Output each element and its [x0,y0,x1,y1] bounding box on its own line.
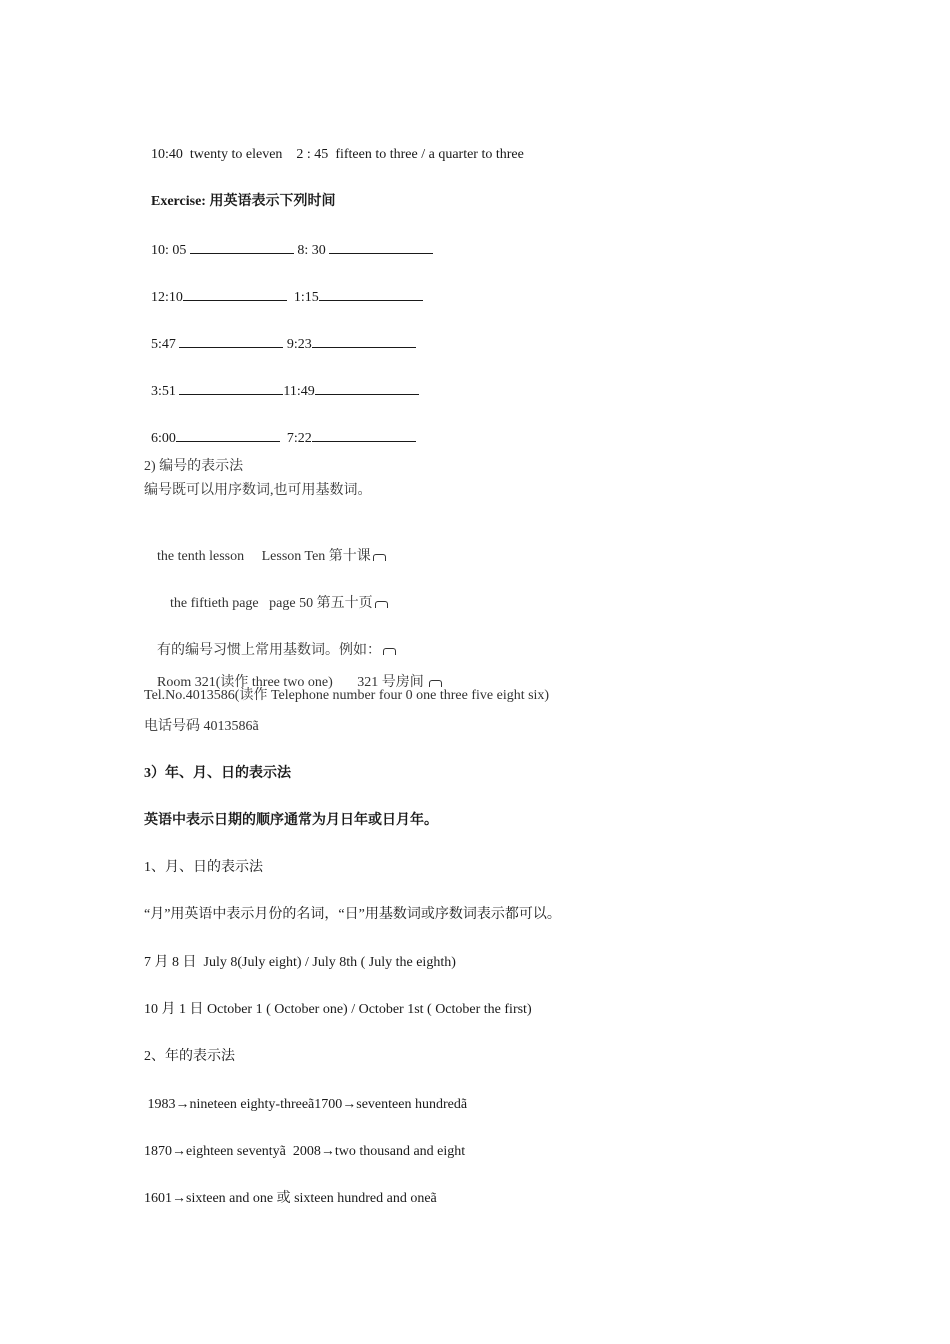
paragraph-mark-icon [429,680,442,687]
paragraph-mark-icon [373,554,386,561]
ordinal-form: the fiftieth page [170,596,259,611]
exercise-time: 9:23 [286,337,312,352]
numbering-example-page [163,577,388,613]
exercise-time: 7:22 [286,431,312,446]
year-heading: 2、年的表示法 [144,1049,235,1064]
answer-blank[interactable] [179,334,283,348]
exercise-time: 10: 05 [151,243,187,258]
exercise-row [144,222,433,260]
exercise-row [144,316,416,354]
answer-blank[interactable] [190,240,294,254]
month-day-example: 10 月 1 日 October 1 ( October one) / October 1st ( October the first) [144,1002,532,1017]
time-example-line [144,128,524,164]
numbering-intro: 编号既可以用序数词,也可用基数词。 [144,483,372,498]
month-day-note: “月”用英语中表示月份的名词，“日”用基数词或序数词表示都可以。 [144,907,561,922]
month-day-heading: 1、月、日的表示法 [144,860,263,875]
time-a-words: twenty to eleven [189,147,283,162]
year-example: 1601→sixteen and one 或 sixteen hundred and oneã [144,1191,437,1206]
ordinal-form: the tenth lesson [157,549,245,564]
time-b-words: fifteen to three / a quarter to three [335,147,524,162]
exercise-row [144,363,419,401]
exercise-time: 3:51 [151,384,176,399]
numbering-heading: 2) 编号的表示法 [144,459,244,474]
numbering-tel-chinese: 电话号码 4013586ã [144,719,259,734]
dates-order-note: 英语中表示日期的顺序通常为月日年或日月年。 [144,813,438,828]
answer-blank[interactable] [179,381,283,395]
exercise-time: 11:49 [283,384,315,399]
exercise-row [144,410,416,448]
year-example: 1870→eighteen seventyã 2008→two thousand and eight [144,1144,466,1159]
exercise-label: Exercise: [151,194,206,209]
room-english: Room 321(读作 three two one) [157,675,333,690]
answer-blank[interactable] [312,334,416,348]
answer-blank[interactable] [315,381,419,395]
exercise-time: 8: 30 [297,243,326,258]
exercise-row [144,269,423,307]
answer-blank[interactable] [312,428,416,442]
time-a: 10:40 [151,147,183,162]
time-b: 2 : 45 [296,147,329,162]
month-day-example: 7 月 8 日 July 8(July eight) / July 8th ( July the eighth) [144,955,456,970]
paragraph-mark-icon [383,648,396,655]
numbering-tel-english: Tel.No.4013586(读作 Telephone number four 0 one three five eight six) [144,688,550,703]
exercise-title: 用英语表示下列时间 [209,194,336,209]
cardinal-form: Lesson Ten 第十课 [261,549,371,564]
exercise-time: 6:00 [151,431,176,446]
exercise-time: 1:15 [293,290,319,305]
numbering-habit [150,624,396,660]
answer-blank[interactable] [319,287,423,301]
answer-blank[interactable] [329,240,433,254]
exercise-time: 5:47 [151,337,176,352]
exercise-heading [144,175,335,211]
exercise-time: 12:10 [151,290,183,305]
dates-heading: 3）年、月、日的表示法 [144,766,291,781]
answer-blank[interactable] [176,428,280,442]
answer-blank[interactable] [183,287,287,301]
habit-text: 有的编号习惯上常用基数词。例如： [157,643,381,658]
paragraph-mark-icon [375,601,388,608]
year-example: 1983→nineteen eighty-threeã1700→seventeen hundredã [144,1097,468,1112]
cardinal-form: page 50 第五十页 [269,596,373,611]
room-chinese: 321 号房间 [357,675,424,690]
numbering-example-lesson [150,530,386,566]
